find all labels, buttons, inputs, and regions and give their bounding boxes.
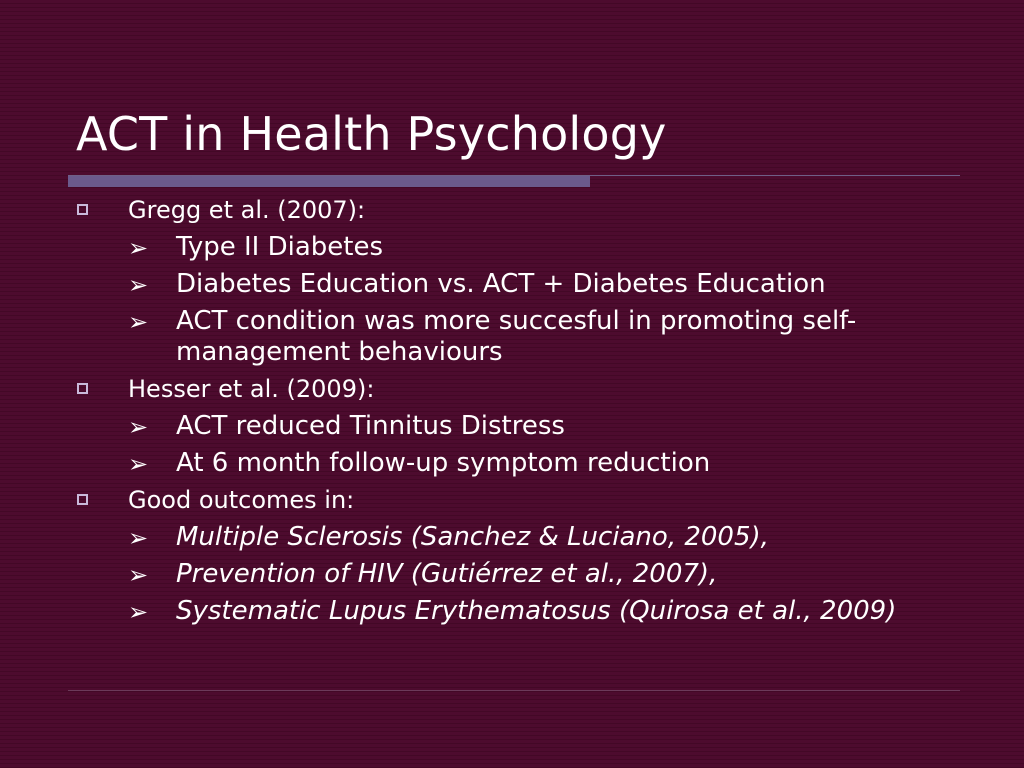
sub-bullet-text: At 6 month follow-up symptom reduction bbox=[176, 448, 711, 478]
arrow-bullet-icon: ➢ bbox=[128, 234, 149, 262]
arrow-bullet-icon: ➢ bbox=[128, 561, 149, 589]
sub-bullet-text: Multiple Sclerosis (Sanchez & Luciano, 2005), bbox=[176, 522, 769, 552]
title-accent-bar bbox=[68, 176, 590, 187]
sub-bullet-text: Systematic Lupus Erythematosus (Quirosa et al., 2009) bbox=[176, 596, 897, 626]
sub-bullet bbox=[0, 269, 1024, 300]
sub-bullet bbox=[0, 411, 1024, 442]
bullet-list bbox=[0, 195, 1024, 633]
bottom-divider bbox=[68, 690, 960, 691]
bullet-hesser bbox=[0, 374, 1024, 405]
sub-bullet-text: Type II Diabetes bbox=[176, 232, 383, 262]
bullet-label: Hesser et al. (2009): bbox=[128, 375, 375, 403]
arrow-bullet-icon: ➢ bbox=[128, 413, 149, 441]
bullet-good-outcomes bbox=[0, 485, 1024, 516]
square-bullet-icon bbox=[77, 204, 88, 215]
sub-bullet bbox=[0, 522, 1024, 553]
square-bullet-icon bbox=[77, 383, 88, 394]
arrow-bullet-icon: ➢ bbox=[128, 598, 149, 626]
square-bullet-icon bbox=[77, 494, 88, 505]
sub-bullet bbox=[0, 596, 1024, 627]
bullet-label: Gregg et al. (2007): bbox=[128, 196, 366, 224]
bullet-gregg bbox=[0, 195, 1024, 226]
sub-bullet bbox=[0, 306, 1024, 368]
sub-bullet bbox=[0, 232, 1024, 263]
bullet-label: Good outcomes in: bbox=[128, 486, 355, 514]
slide-title: ACT in Health Psychology bbox=[76, 107, 667, 161]
sub-bullet-text: ACT reduced Tinnitus Distress bbox=[176, 411, 565, 441]
sub-bullet bbox=[0, 448, 1024, 479]
sub-bullet-text: ACT condition was more succesful in promoting self-management behaviours bbox=[176, 306, 857, 367]
arrow-bullet-icon: ➢ bbox=[128, 308, 149, 336]
arrow-bullet-icon: ➢ bbox=[128, 524, 149, 552]
sub-bullet-text: Diabetes Education vs. ACT + Diabetes Education bbox=[176, 269, 826, 299]
arrow-bullet-icon: ➢ bbox=[128, 271, 149, 299]
sub-bullet-text: Prevention of HIV (Gutiérrez et al., 2007), bbox=[176, 559, 718, 589]
sub-bullet bbox=[0, 559, 1024, 590]
arrow-bullet-icon: ➢ bbox=[128, 450, 149, 478]
